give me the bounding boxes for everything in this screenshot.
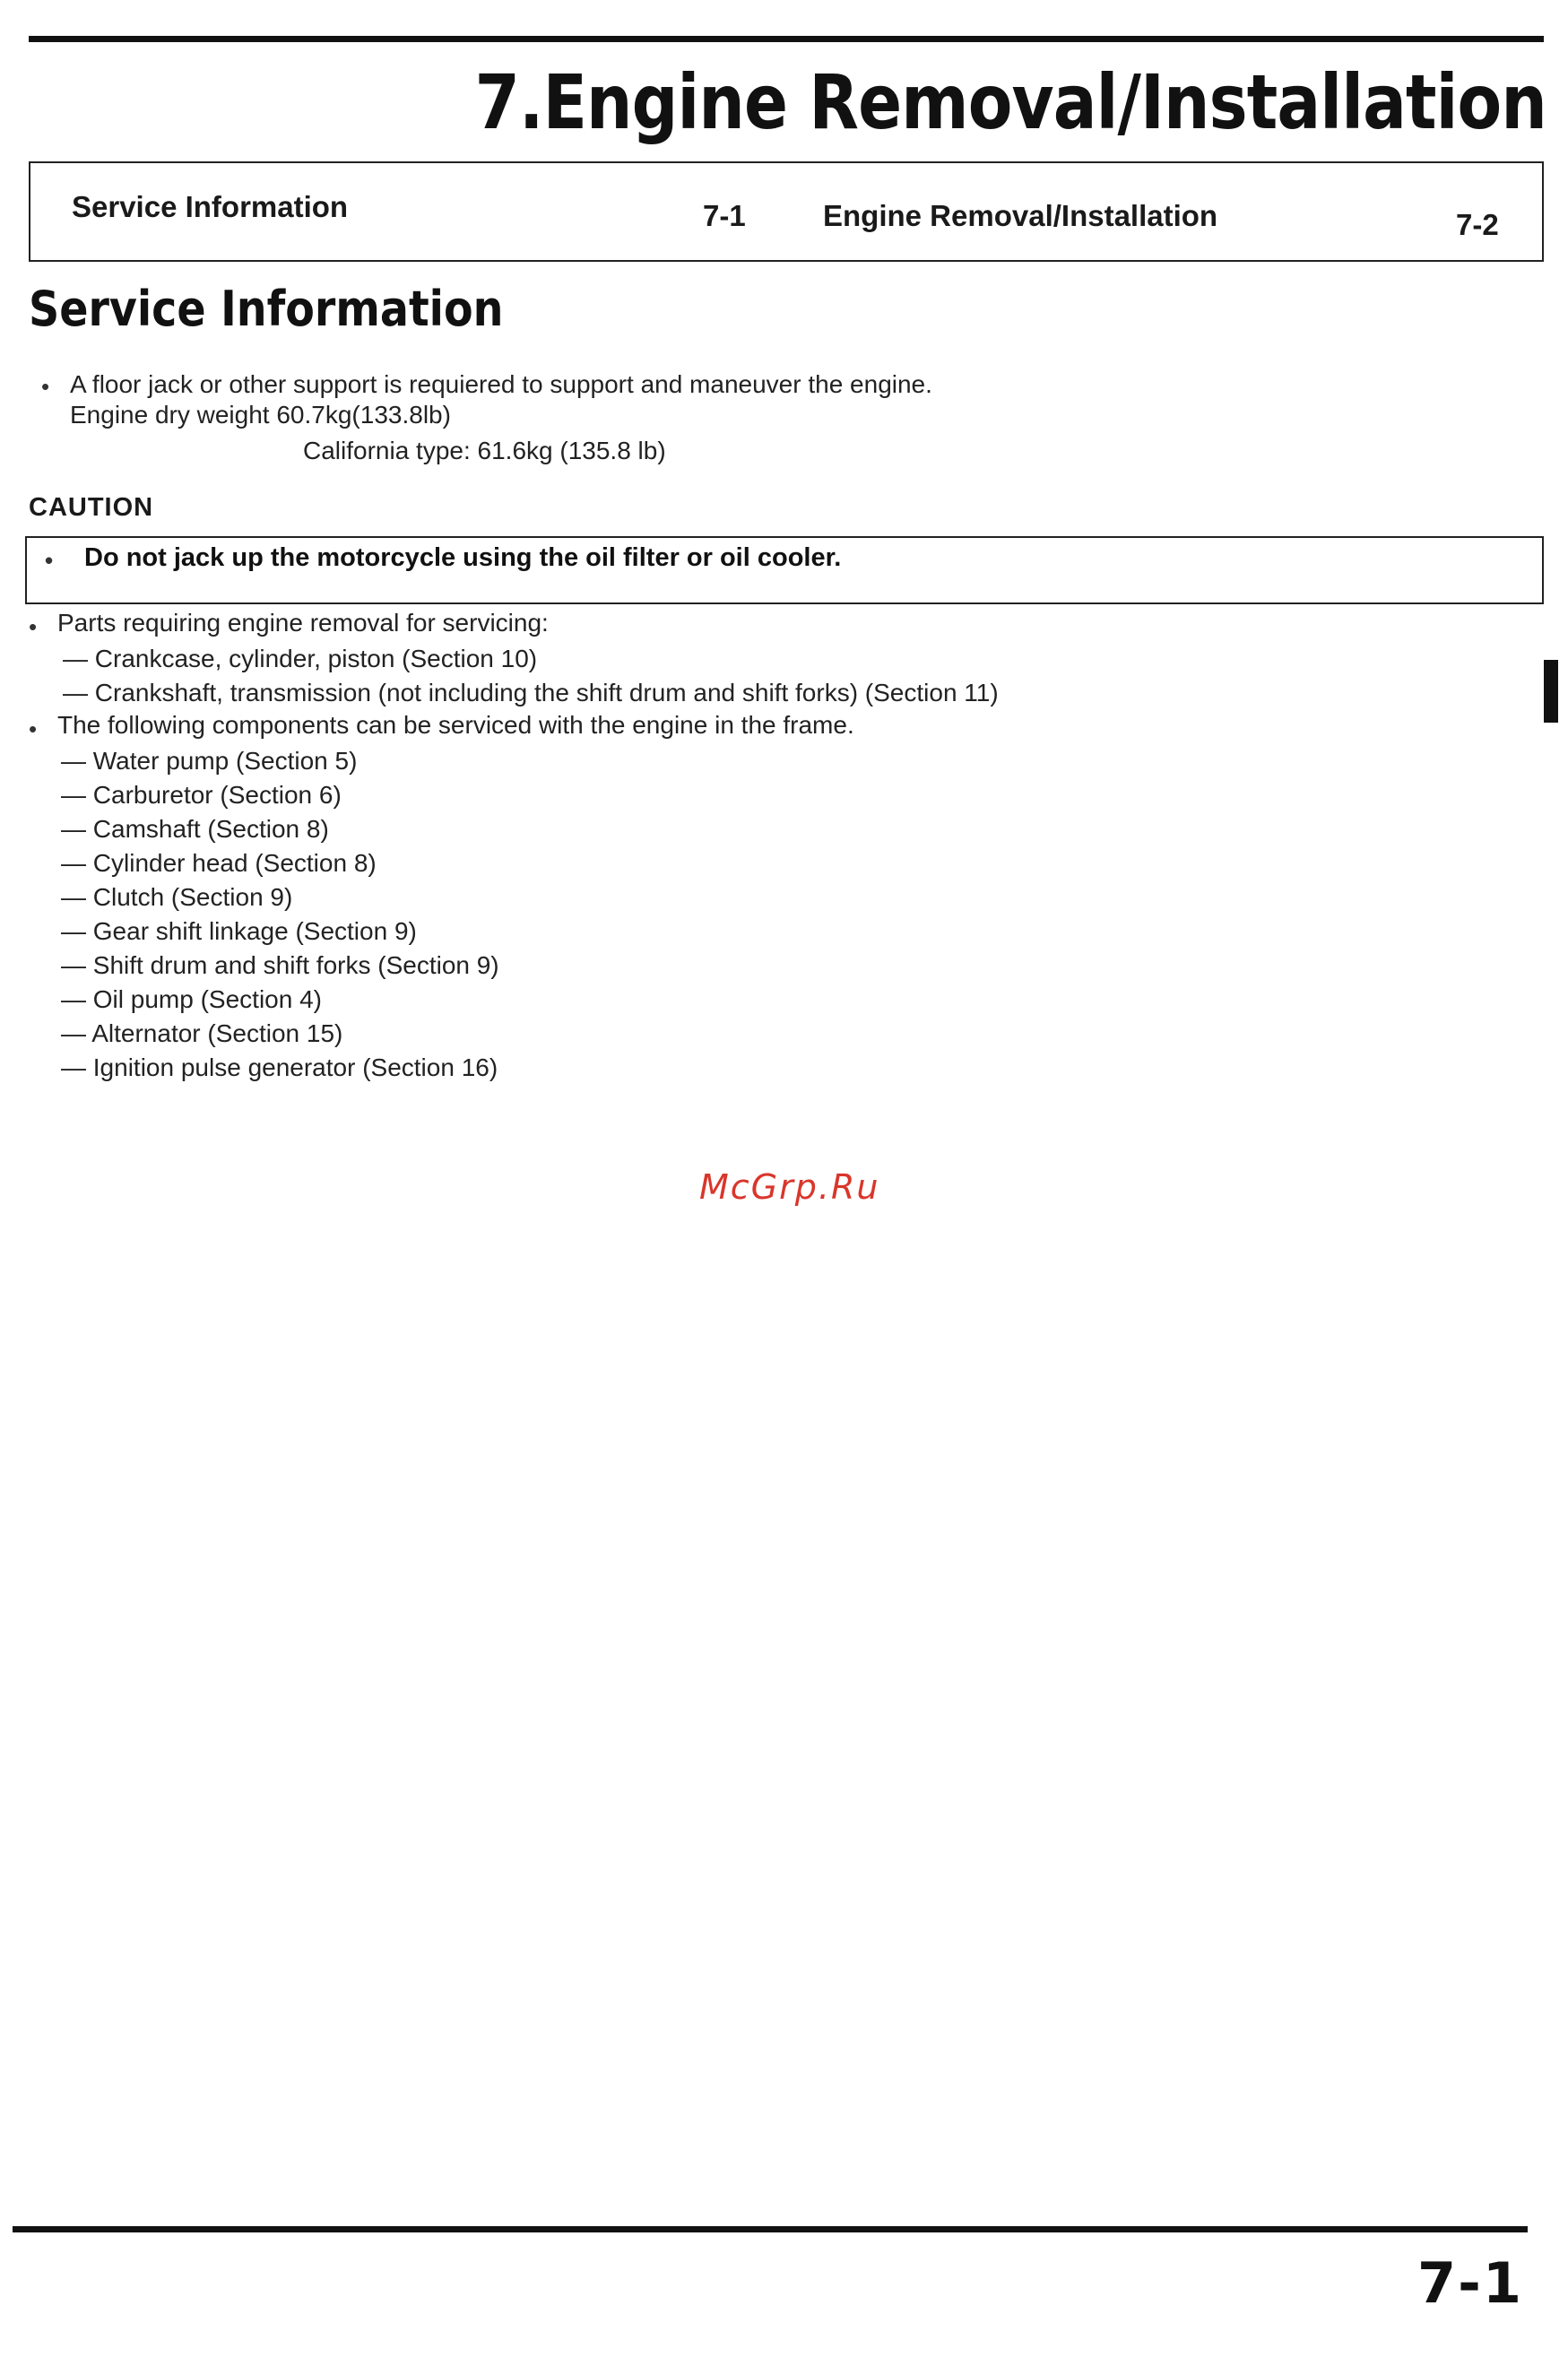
intro-line: A floor jack or other support is requiered to support and maneuver the engine.	[70, 370, 932, 398]
in-frame-item-camshaft: — Camshaft (Section 8)	[61, 815, 329, 843]
caution-bullet: •	[45, 547, 54, 574]
caution-text: Do not jack up the motorcycle using the oil filter or oil cooler.	[84, 543, 842, 572]
in-frame-item-ignition-pulse-generator: — Ignition pulse generator (Section 16)	[61, 1053, 498, 1081]
toc-page-engine-removal[interactable]: 7-2	[1456, 208, 1499, 241]
section-thumb-tab	[1544, 660, 1558, 723]
bottom-rule	[13, 2226, 1528, 2232]
engine-dry-weight: Engine dry weight 60.7kg(133.8lb)	[70, 401, 451, 429]
in-frame-heading: The following components can be serviced with the engine in the frame.	[57, 711, 854, 739]
in-frame-item-clutch: — Clutch (Section 9)	[61, 883, 293, 911]
california-weight: California type: 61.6kg (135.8 lb)	[303, 437, 666, 464]
chapter-title: 7.Engine Removal/Installation	[474, 58, 1546, 146]
in-frame-item-gear-shift-linkage: — Gear shift linkage (Section 9)	[61, 917, 417, 945]
removal-required-heading: Parts requiring engine removal for servicing:	[57, 609, 549, 637]
caution-label: CAUTION	[29, 493, 154, 522]
toc-title-engine-removal[interactable]: Engine Removal/Installation	[823, 199, 1218, 232]
toc-page-service-information[interactable]: 7-1	[703, 199, 746, 232]
in-frame-item-alternator: — Alternator (Section 15)	[61, 1019, 343, 1047]
removal-item-crankcase: — Crankcase, cylinder, piston (Section 10)	[63, 645, 538, 672]
bullet: •	[41, 373, 50, 400]
in-frame-item-shift-drum: — Shift drum and shift forks (Section 9)	[61, 951, 499, 979]
in-frame-item-oil-pump: — Oil pump (Section 4)	[61, 985, 322, 1013]
watermark: McGrp.Ru	[699, 1167, 880, 1207]
in-frame-item-carburetor: — Carburetor (Section 6)	[61, 781, 342, 809]
bullet: •	[29, 613, 38, 640]
bullet: •	[29, 715, 38, 742]
section-heading: Service Information	[29, 281, 504, 337]
page-number: 7-1	[1416, 2250, 1523, 2316]
top-rule	[29, 36, 1544, 42]
removal-item-crankshaft: — Crankshaft, transmission (not including the shift drum and shift forks) (Section 11)	[63, 679, 999, 706]
toc-title-service-information[interactable]: Service Information	[72, 190, 349, 223]
in-frame-item-water-pump: — Water pump (Section 5)	[61, 747, 358, 775]
in-frame-item-cylinder-head: — Cylinder head (Section 8)	[61, 849, 377, 877]
